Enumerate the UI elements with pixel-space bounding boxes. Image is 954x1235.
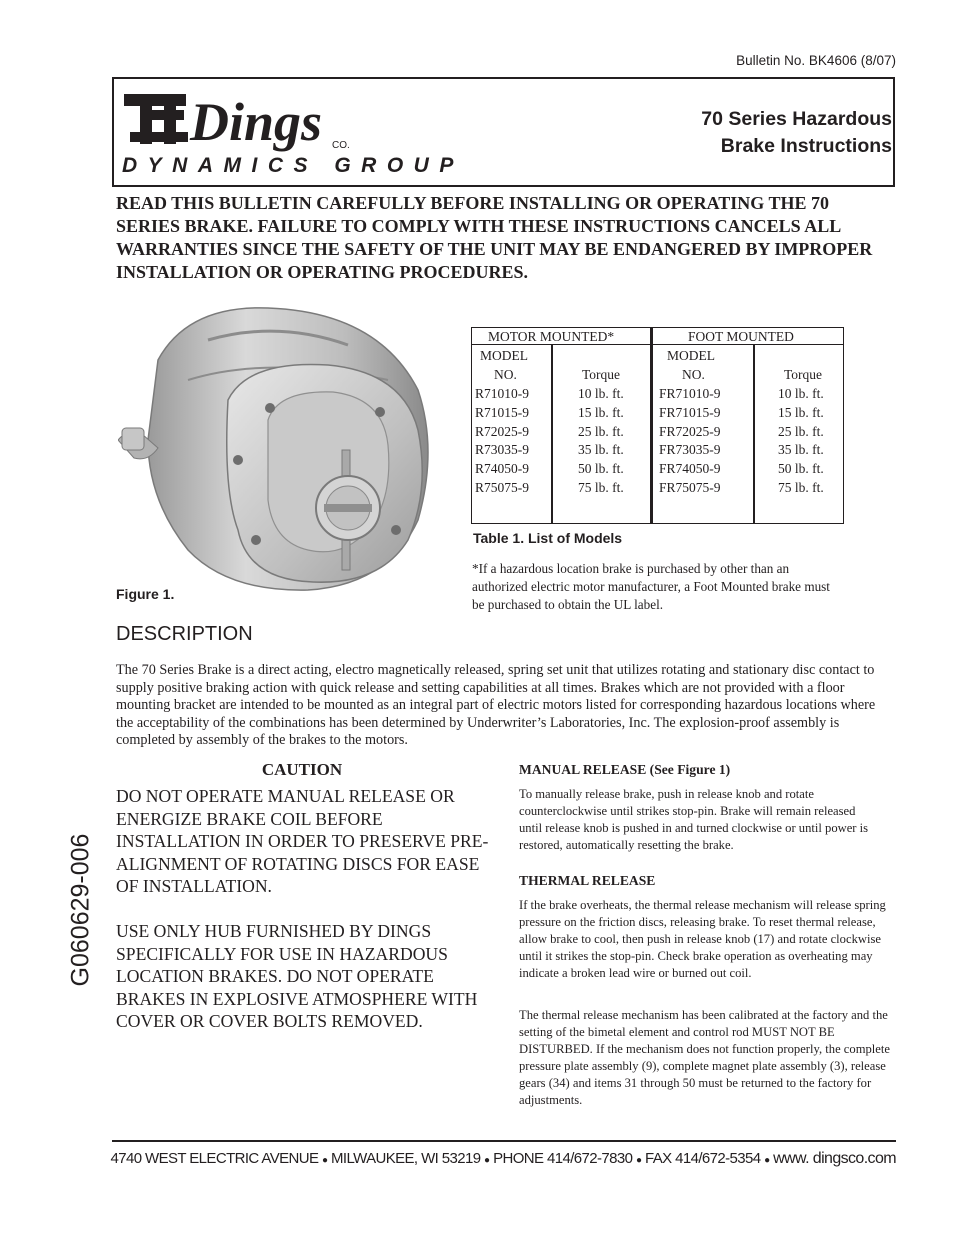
foot-torque-label: Torque bbox=[784, 367, 823, 382]
document-code bbox=[46, 810, 116, 1010]
logo-wordmark: Dings bbox=[190, 92, 323, 152]
motor-mounted-header: MOTOR MOUNTED* bbox=[488, 329, 615, 344]
figure-caption: Figure 1. bbox=[116, 586, 175, 602]
bulletin-number: Bulletin No. BK4606 (8/07) bbox=[736, 53, 896, 68]
table-row: R71010-9 bbox=[475, 386, 529, 401]
title-line-1: 70 Series Hazardous bbox=[701, 108, 892, 130]
table-row: FR71015-9 bbox=[659, 404, 721, 420]
thermal-release-paragraph-1: If the brake overheats, the thermal release mechanism will release spring pressure on the friction discs, releasing brake. To reset thermal release, allow brake to cool, then push in release knob (17) and rotate clockwise until it strikes the stop-pin. Check brake operation as overheating may indicate a broken lead wire or burned out coil. bbox=[519, 898, 886, 980]
table-cell: 10 lb. ft. bbox=[578, 386, 624, 401]
footer-city: MILWAUKEE, WI 53219 bbox=[330, 1150, 481, 1167]
table-row: FR73035-9 bbox=[659, 442, 721, 458]
table-row: R75075-9 bbox=[475, 479, 529, 495]
dings-mark-icon bbox=[124, 94, 188, 144]
manual-release-body: To manually release brake, push in release knob and rotate counterclockwise until strikes stop-pin. Brake will remain released until release knob is pushed in and turned clockwise or until power is restored, automatically resetting the brake. bbox=[519, 787, 869, 852]
document-code-text: G060629-006 bbox=[66, 833, 95, 987]
table-row: R71015-9 bbox=[475, 404, 529, 420]
thermal-release-paragraph-2: The thermal release mechanism has been calibrated at the factory and the setting of the bimetal element and control rod MUST NOT BE DISTURBED. If the mechanism does not function properly, the complete pressure plate assembly (9), complete magnet plate assembly (3), release gears (34) and items 31 through 50 must be returned to the factory for adjustments. bbox=[519, 1008, 890, 1107]
document-title bbox=[701, 106, 892, 160]
manual-release-heading: MANUAL RELEASE (See Figure 1) bbox=[519, 762, 731, 777]
thermal-release-heading: THERMAL RELEASE bbox=[519, 873, 656, 888]
bullet-icon: ● bbox=[635, 1155, 642, 1166]
table-cell: 75 lb. ft. bbox=[578, 479, 624, 495]
table-cell: 75 lb. ft. bbox=[778, 479, 824, 495]
description-body: The 70 Series Brake is a direct acting, electro magnetically released, spring set unit that utilizes rotating and stationary disc contact to supply positive braking action with quick release and setting capabilities at all times. Brakes which are not provided with a floor mounting bracket are intended to be mounted as an integral part of electric motors listed for corresponding hazardous locations where the acceptability of the combinations has been determined by Underwriter’s Laboratories, Inc. The explosion-proof assembly is completed by assembly of the brakes to the motors. bbox=[116, 662, 876, 749]
motor-torque-label: Torque bbox=[582, 367, 621, 382]
motor-no-label: NO. bbox=[494, 367, 517, 382]
caution-paragraph-1: DO NOT OPERATE MANUAL RELEASE OR ENERGIZE BRAKE COIL BEFORE INSTALLATION IN ORDER TO PRESERVE PRE-ALIGNMENT OF ROTATING DISCS FOR EASE OF INSTALLATION. bbox=[116, 786, 489, 897]
motor-model-column bbox=[475, 385, 529, 498]
table-row: R74050-9 bbox=[475, 461, 529, 477]
caution-heading: CAUTION bbox=[261, 760, 343, 779]
bullet-icon: ● bbox=[484, 1155, 490, 1166]
table-cell: 50 lb. ft. bbox=[778, 461, 824, 477]
foot-mounted-header: FOOT MOUNTED bbox=[688, 329, 794, 344]
table-cell: 25 lb. ft. bbox=[578, 423, 624, 439]
table-cell: 25 lb. ft. bbox=[778, 423, 824, 439]
title-line-2: Brake Instructions bbox=[720, 135, 892, 157]
motor-model-label: MODEL bbox=[480, 348, 528, 363]
foot-model-column bbox=[659, 385, 721, 498]
foot-column-rule bbox=[753, 344, 755, 523]
table-footnote: *If a hazardous location brake is purchased by other than an authorized electric motor manufacturer, a Foot Mounted brake must be purchased to obtain the UL label. bbox=[472, 561, 830, 612]
logo-tagline: DYNAMICS GROUP bbox=[122, 154, 464, 177]
table-row: FR75075-9 bbox=[659, 479, 721, 495]
models-table bbox=[471, 327, 844, 524]
logo-co: CO. bbox=[332, 140, 350, 151]
table-row: FR71010-9 bbox=[659, 386, 721, 401]
table-cell: 10 lb. ft. bbox=[778, 386, 824, 401]
table-cell: 35 lb. ft. bbox=[778, 442, 824, 458]
brake-photo bbox=[118, 300, 444, 592]
dings-logo bbox=[120, 88, 510, 180]
table-row: R72025-9 bbox=[475, 423, 529, 439]
footer-website-link[interactable]: www. dingsco.com bbox=[773, 1150, 896, 1167]
table-cell: 15 lb. ft. bbox=[578, 404, 624, 420]
foot-no-label: NO. bbox=[682, 367, 705, 382]
table-row: FR72025-9 bbox=[659, 423, 721, 439]
footer-contact bbox=[111, 1150, 896, 1168]
foot-model-label: MODEL bbox=[667, 348, 715, 363]
footer-rule bbox=[112, 1140, 896, 1142]
motor-torque-column bbox=[578, 385, 624, 498]
bullet-icon: ● bbox=[321, 1155, 328, 1166]
warning-statement: READ THIS BULLETIN CAREFULLY BEFORE INSTALLING OR OPERATING THE 70 SERIES BRAKE. FAILURE TO COMPLY WITH THESE INSTRUCTIONS CANCELS ALL WARRANTIES SINCE THE SAFETY OF THE UNIT MAY BE ENDANGERED BY IMPROPER INSTALLATION OR OPERATING PROCEDURES. bbox=[116, 193, 873, 282]
table-divider bbox=[650, 328, 653, 523]
description-heading: DESCRIPTION bbox=[116, 623, 253, 645]
table-cell: 15 lb. ft. bbox=[778, 404, 824, 420]
footer-fax: FAX 414/672-5354 bbox=[644, 1150, 761, 1167]
table-caption: Table 1. List of Models bbox=[473, 530, 623, 546]
brake-cover bbox=[227, 364, 422, 582]
table-row: FR74050-9 bbox=[659, 461, 721, 477]
bullet-icon: ● bbox=[764, 1155, 770, 1166]
table-cell: 50 lb. ft. bbox=[578, 461, 624, 477]
footer-phone: PHONE 414/672-7830 bbox=[493, 1150, 633, 1167]
table-row: R73035-9 bbox=[475, 442, 529, 458]
table-cell: 35 lb. ft. bbox=[578, 442, 624, 458]
caution-paragraph-2: USE ONLY HUB FURNISHED BY DINGS SPECIFICALLY FOR USE IN HAZARDOUS LOCATION BRAKES. DO NOT OPERATE BRAKES IN EXPLOSIVE ATMOSPHERE WITH COVER OR COVER BOLTS REMOVED. bbox=[116, 921, 478, 1032]
footer-address: 4740 WEST ELECTRIC AVENUE bbox=[110, 1150, 319, 1167]
motor-column-rule bbox=[551, 344, 553, 523]
foot-torque-column bbox=[778, 385, 824, 498]
